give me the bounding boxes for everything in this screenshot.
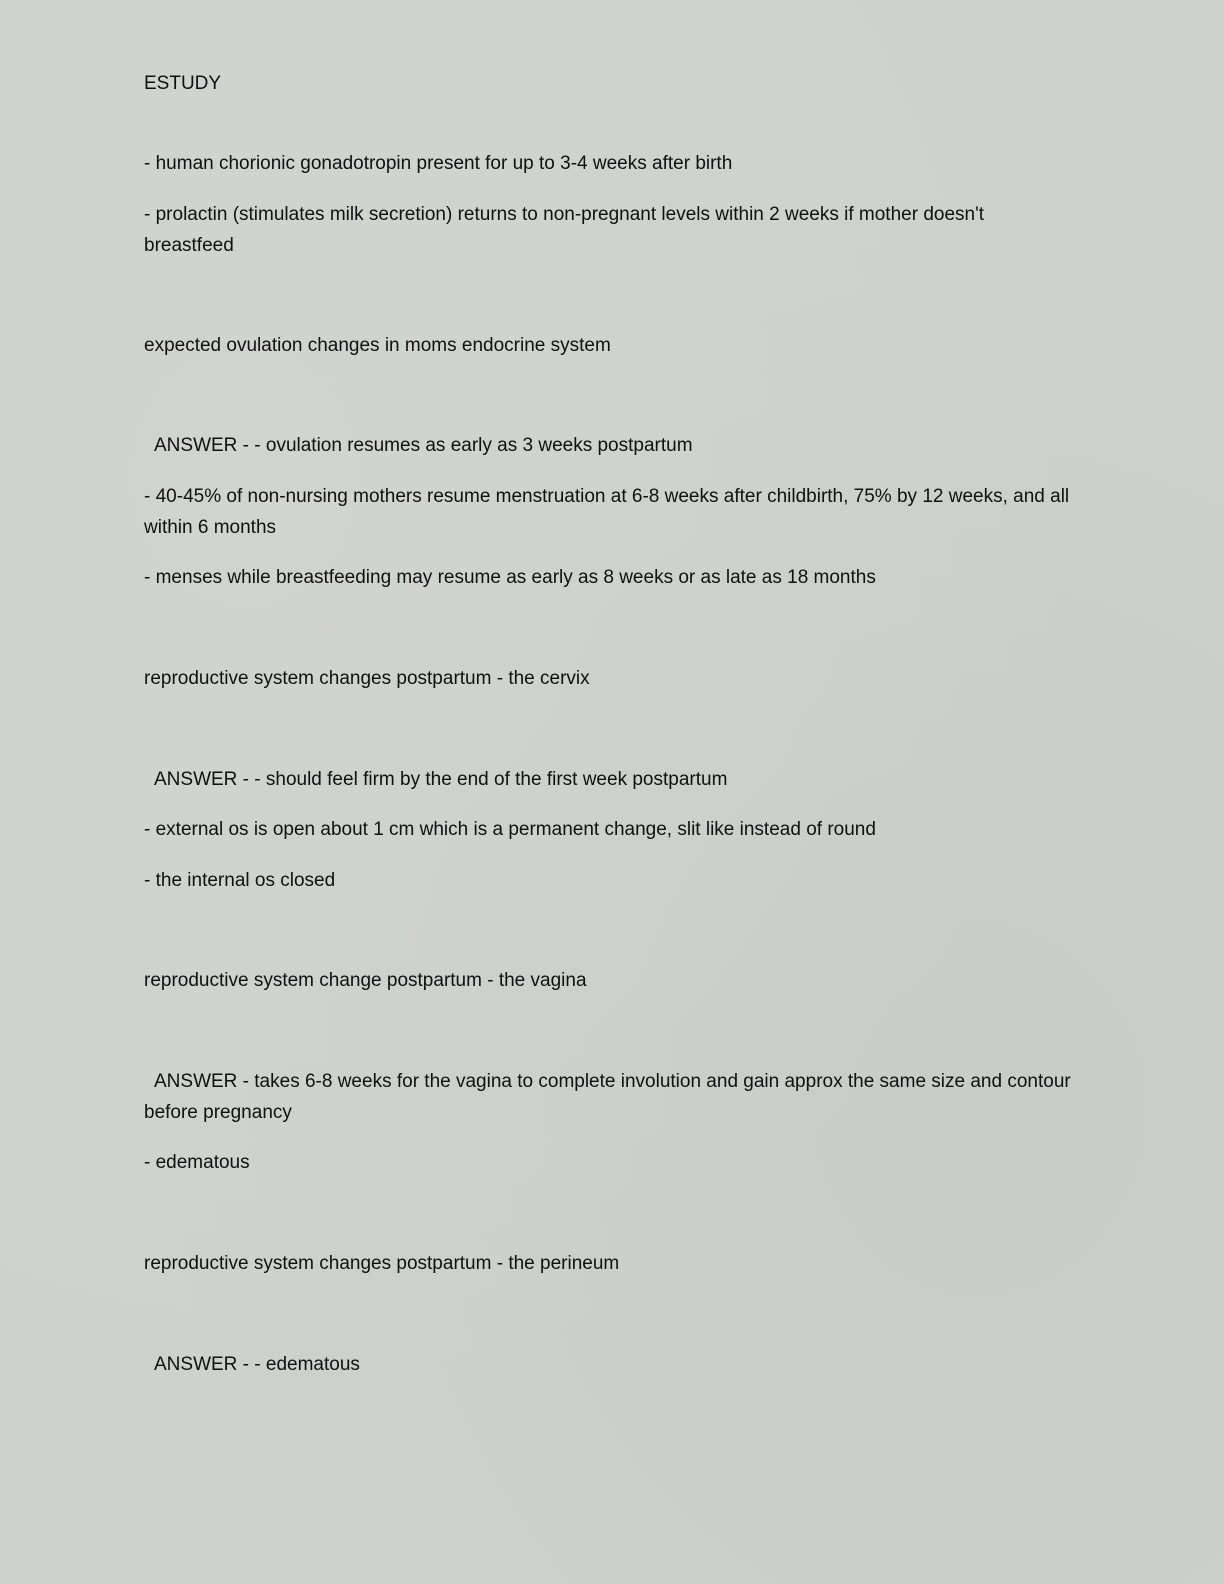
note-internal-os: - the internal os closed <box>144 870 336 891</box>
note-hcg: - human chorionic gonadotropin present for up to 3-4 weeks after birth <box>144 153 733 174</box>
question-perineum: reproductive system changes postpartum - the perineum <box>144 1253 620 1274</box>
answer-vagina <box>144 1066 1074 1128</box>
answer-cervix <box>144 764 1074 795</box>
answer-text: takes 6-8 weeks for the vagina to complete involution and gain approx the same size and contour before pregnancy <box>144 1071 1071 1123</box>
note-external-os: - external os is open about 1 cm which is a permanent change, slit like instead of round <box>144 819 876 840</box>
note-edematous: - edematous <box>144 1152 250 1173</box>
answer-perineum <box>144 1349 1074 1380</box>
answer-label: ANSWER - <box>154 769 249 790</box>
answer-text: - ovulation resumes as early as 3 weeks postpartum <box>249 435 693 456</box>
note-menses: - menses while breastfeeding may resume as early as 8 weeks or as late as 18 months <box>144 567 876 588</box>
answer-text: - should feel firm by the end of the first week postpartum <box>249 769 728 790</box>
answer-label: ANSWER - <box>154 435 249 456</box>
question-vagina: reproductive system change postpartum - the vagina <box>144 970 587 991</box>
answer-label: ANSWER - <box>154 1071 249 1092</box>
answer-label: ANSWER - <box>154 1354 249 1375</box>
question-cervix: reproductive system changes postpartum - the cervix <box>144 668 590 689</box>
question-ovulation: expected ovulation changes in moms endocrine system <box>144 335 611 356</box>
note-prolactin: - prolactin (stimulates milk secretion) returns to non-pregnant levels within 2 weeks if mother doesn't breastfeed <box>144 204 984 256</box>
note-menstruation: - 40-45% of non-nursing mothers resume menstruation at 6-8 weeks after childbirth, 75% by 12 weeks, and all within 6 months <box>144 486 1070 538</box>
document-title: ESTUDY <box>144 73 222 94</box>
answer-text: - edematous <box>249 1354 360 1375</box>
answer-ovulation <box>144 430 1074 461</box>
